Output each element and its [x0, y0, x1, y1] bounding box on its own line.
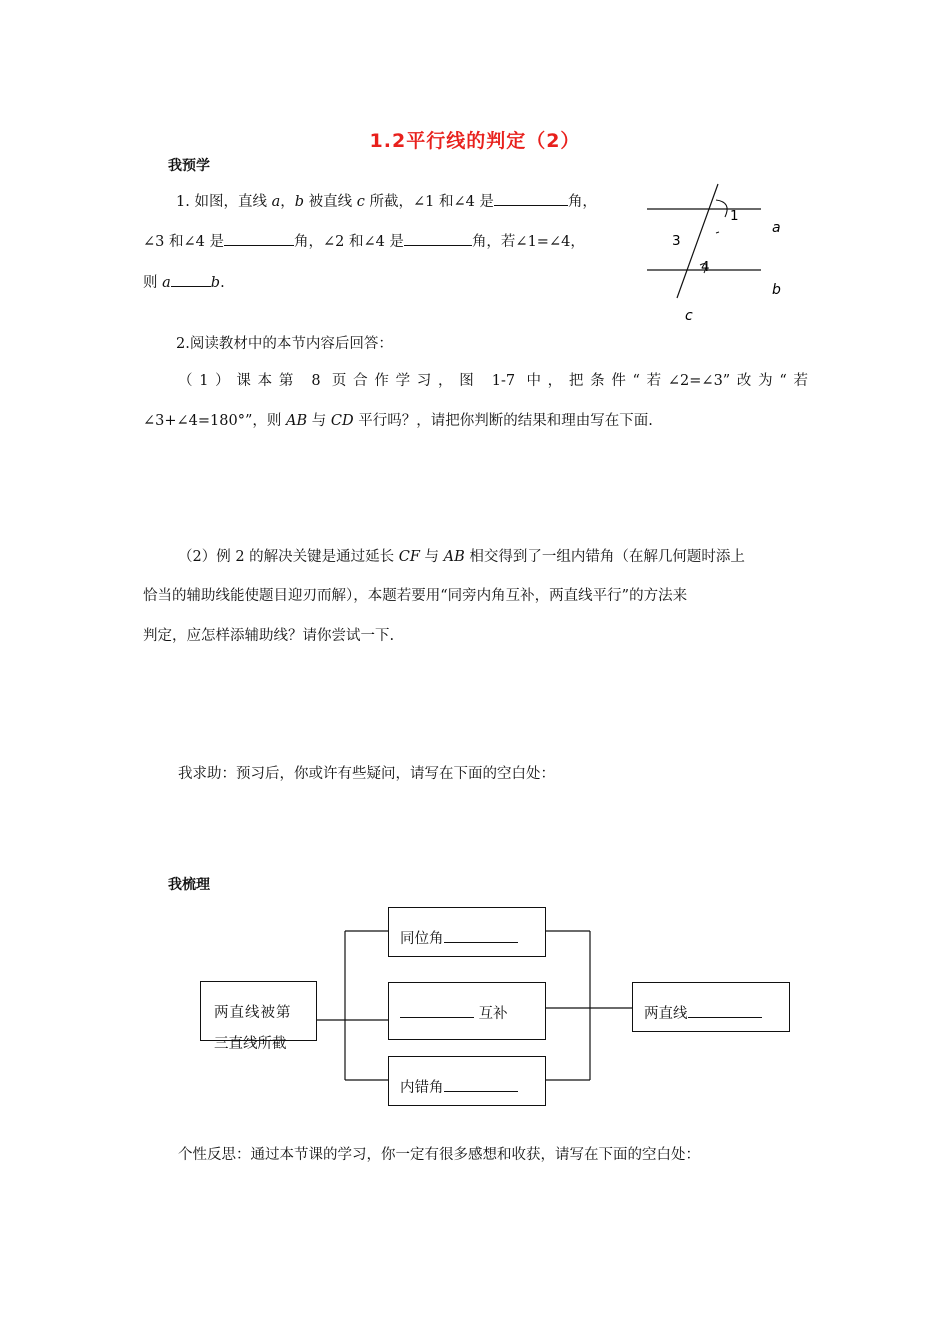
q1-text: ∠3 和∠4 是	[143, 234, 224, 250]
q1-var-b: b	[294, 194, 305, 210]
concept-box-transversal-line-1: 两直线被第	[214, 1005, 292, 1021]
help-request-text: 我求助：预习后，你或许有些疑问，请写在下面的空白处：	[178, 766, 555, 782]
q2-text: 平行吗？，请把你判断的结果和理由写在下面.	[353, 413, 653, 429]
line-label-b: b	[772, 282, 781, 298]
page-title: 1.2平行线的判定（2）	[369, 130, 581, 152]
segment-ab: AB	[443, 549, 465, 565]
segment-cd: CD	[330, 413, 354, 429]
q1-text: 1. 如图，直线	[176, 194, 272, 210]
question-2-2-line-3: 判定，应怎样添辅助线？请你尝试一下.	[143, 628, 395, 644]
angle-label-4: 4	[701, 259, 710, 275]
concept-box-corresponding-angles-label	[400, 927, 518, 948]
co-interior-angles-text: 互补	[474, 1006, 508, 1022]
segment-ab: AB	[286, 413, 308, 429]
q1-text: .	[220, 275, 225, 291]
answer-blank[interactable]	[688, 1003, 762, 1018]
q1-text: 角，若∠1=∠4，	[471, 234, 585, 250]
corresponding-angles-text: 同位角	[400, 931, 444, 947]
q1-var-c: c	[356, 194, 365, 210]
section-heading-preview: 我预学	[168, 158, 210, 174]
answer-blank[interactable]	[444, 928, 518, 943]
q1-var-a: a	[162, 275, 171, 291]
concept-box-co-interior-angles-label	[400, 1002, 508, 1023]
q1-text: 被直线	[304, 194, 357, 210]
q2-text: ∠3+∠4=180°”，则	[143, 413, 286, 429]
q1-text: 所截，∠1 和∠4 是	[364, 194, 494, 210]
question-2-2-line-2: 恰当的辅助线能使题目迎刃而解），本题若要用“同旁内角互补，两直线平行”的方法来	[143, 588, 688, 604]
answer-blank[interactable]	[444, 1077, 518, 1092]
q1-var-a: a	[271, 194, 281, 210]
angle-label-3: 3	[672, 233, 681, 249]
segment-cf: CF	[398, 549, 420, 565]
q1-comma: ，	[280, 194, 295, 210]
q2-text: 与	[307, 413, 331, 429]
q1-text: 角，∠2 和∠4 是	[293, 234, 404, 250]
concept-box-alternate-angles-label	[400, 1076, 518, 1097]
concept-box-transversal-line-2: 三直线所截	[214, 1036, 287, 1052]
q1-text: 则	[143, 275, 163, 291]
alternate-angles-text: 内错角	[400, 1080, 444, 1096]
conclusion-text: 两直线	[644, 1006, 688, 1022]
answer-blank[interactable]	[400, 1003, 474, 1018]
q2-text: （2）例 2 的解决关键是通过延长	[178, 549, 399, 565]
angle-label-1: 1	[730, 208, 739, 224]
q2-text: 相交得到了一组内错角（在解几何题时添上	[464, 549, 745, 565]
q1-text: 角，	[567, 194, 597, 210]
question-2-1-line-1: （1）课本第 8 页合作学习，图 1-7 中，把条件“若∠2=∠3”改为“若	[178, 373, 808, 389]
section-heading-summary: 我梳理	[168, 877, 210, 893]
q1-var-b: b	[210, 275, 221, 291]
question-2-intro: 2.阅读教材中的本节内容后回答：	[176, 336, 393, 352]
line-label-c: c	[685, 308, 693, 324]
q2-text: 与	[419, 549, 444, 565]
reflection-text: 个性反思：通过本节课的学习，你一定有很多感想和收获，请写在下面的空白处：	[178, 1147, 700, 1163]
line-label-a: a	[772, 220, 781, 236]
concept-box-conclusion-label	[644, 1002, 762, 1023]
